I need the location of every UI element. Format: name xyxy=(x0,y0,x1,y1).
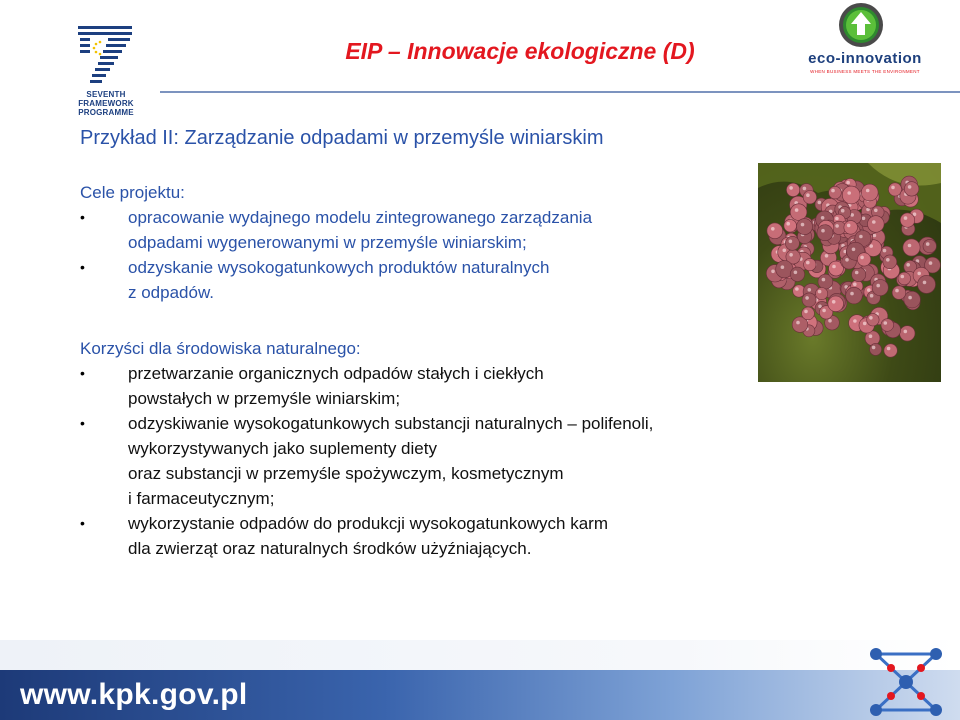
grape-berry xyxy=(828,296,844,312)
grape-highlight xyxy=(841,209,845,213)
grape-highlight xyxy=(869,244,873,248)
grape-highlight xyxy=(803,187,807,191)
grape-highlight xyxy=(795,208,799,212)
grape-highlight xyxy=(852,248,856,252)
grape-highlight xyxy=(786,222,790,226)
grape-highlight xyxy=(832,300,836,304)
eco-innovation-icon xyxy=(838,2,884,48)
grape-highlight xyxy=(805,296,809,300)
footer-top-band xyxy=(0,640,960,670)
grape-highlight xyxy=(906,263,910,267)
grape-highlight xyxy=(908,185,912,189)
list-item xyxy=(80,511,653,561)
grape-highlight xyxy=(835,224,839,228)
grape-berry xyxy=(870,343,882,355)
grape-berry xyxy=(857,253,870,266)
grape-berry xyxy=(790,267,804,281)
grape-highlight xyxy=(853,319,857,323)
grape-berry xyxy=(852,267,866,281)
grape-berry xyxy=(898,272,911,285)
grape-highlight xyxy=(806,193,810,197)
grape-highlight xyxy=(867,288,871,292)
grape-highlight xyxy=(862,217,866,221)
grape-berry xyxy=(888,183,901,196)
footer-url-link[interactable]: www.kpk.gov.pl xyxy=(20,678,248,711)
grape-highlight xyxy=(869,316,873,320)
grape-berry xyxy=(784,219,797,232)
fp7-logo xyxy=(58,20,154,117)
header-divider xyxy=(160,91,960,93)
grape-highlight xyxy=(895,289,899,293)
grape-highlight xyxy=(781,265,785,269)
project-goals-list xyxy=(80,205,592,305)
grape-highlight xyxy=(825,254,829,258)
eco-innovation-name: eco-innovation xyxy=(808,50,922,67)
list-item-line: wykorzystywanych jako suplementy diety xyxy=(128,439,437,458)
grape-highlight xyxy=(795,287,799,291)
environmental-benefits-list xyxy=(80,361,653,561)
list-item-line: z odpadów. xyxy=(128,283,215,302)
grape-highlight xyxy=(887,347,891,351)
grape-highlight xyxy=(869,334,873,338)
eco-innovation-tagline: WHEN BUSINESS MEETS THE ENVIRONMENT xyxy=(810,69,920,74)
fp7-line2: PROGRAMME xyxy=(78,108,134,117)
page-title: EIP – Innowacje ekologiczne (D) xyxy=(345,38,695,64)
grape-highlight xyxy=(808,288,812,292)
grape-berry xyxy=(892,286,906,300)
grape-highlight xyxy=(794,271,798,275)
grape-highlight xyxy=(863,322,867,326)
grape-berry xyxy=(861,184,878,201)
grape-berry xyxy=(867,314,879,326)
grape-berry xyxy=(785,236,799,250)
project-goals-section xyxy=(80,180,592,305)
list-item-line: • opracowanie wydajnego modelu zintegrowanego zarządzania xyxy=(128,208,593,227)
grape-berry xyxy=(903,239,920,256)
grape-highlight xyxy=(804,310,808,314)
grape-highlight xyxy=(771,270,775,274)
grape-highlight xyxy=(883,249,887,253)
grape-highlight xyxy=(904,330,908,334)
grape-highlight xyxy=(874,209,878,213)
fp7-logo-text xyxy=(58,90,154,117)
grape-highlight xyxy=(872,346,876,350)
fp7-logo-icon xyxy=(70,20,142,88)
list-item-line: odpadami wygenerowanymi w przemyśle winiarskim; xyxy=(128,233,527,252)
grape-highlight xyxy=(866,189,870,193)
eco-innovation-logo xyxy=(790,2,940,84)
list-item xyxy=(80,255,592,305)
grapes-photo xyxy=(758,163,941,382)
grape-berry xyxy=(803,191,816,204)
grape-highlight xyxy=(835,217,839,221)
list-item xyxy=(80,361,653,411)
grape-highlight xyxy=(884,321,888,325)
grape-highlight xyxy=(923,281,927,285)
grape-berry xyxy=(767,223,783,239)
grape-highlight xyxy=(929,261,933,265)
grape-highlight xyxy=(801,223,805,227)
grape-berry xyxy=(918,275,936,293)
list-item-line: dla zwierząt oraz naturalnych środków użyźniających. xyxy=(128,539,532,558)
grape-highlight xyxy=(789,186,793,190)
grape-berry xyxy=(900,213,914,227)
environmental-benefits-heading: Korzyści dla środowiska naturalnego: xyxy=(80,339,361,358)
list-item-line: i farmaceutycznym; xyxy=(128,489,275,508)
grape-berry xyxy=(904,291,921,308)
grape-highlight xyxy=(847,224,851,228)
grape-highlight xyxy=(789,240,793,244)
grape-berry xyxy=(802,307,815,320)
grape-highlight xyxy=(818,290,822,294)
grape-berry xyxy=(881,319,894,332)
grape-highlight xyxy=(771,227,775,231)
list-item-line: oraz substancji w przemyśle spożywczym, kosmetycznym xyxy=(128,464,564,483)
list-item-line: powstałych w przemyśle winiarskim; xyxy=(128,389,401,408)
grape-berry xyxy=(790,204,807,221)
grape-highlight xyxy=(870,294,874,298)
list-item xyxy=(80,205,592,255)
project-goals-heading: Cele projektu: xyxy=(80,183,185,202)
grape-highlight xyxy=(917,272,921,276)
grape-berry xyxy=(904,182,918,196)
grape-highlight xyxy=(789,253,793,257)
grape-highlight xyxy=(831,189,835,193)
grape-berry xyxy=(786,183,799,196)
grape-highlight xyxy=(904,216,908,220)
grape-berry xyxy=(846,287,863,304)
grape-highlight xyxy=(845,258,849,262)
grape-highlight xyxy=(822,309,826,313)
grapes-illustration xyxy=(758,163,941,382)
grape-berry xyxy=(816,288,828,300)
grape-berry xyxy=(868,216,885,233)
environmental-benefits-section xyxy=(80,336,653,561)
grape-highlight xyxy=(872,220,876,224)
grape-highlight xyxy=(846,181,850,185)
grape-highlight xyxy=(901,275,905,279)
grape-berry xyxy=(900,326,915,341)
grape-highlight xyxy=(847,191,851,195)
list-item-line: • wykorzystanie odpadów do produkcji wysokogatunkowych karm xyxy=(128,514,609,533)
grape-highlight xyxy=(860,256,864,260)
grape-berry xyxy=(797,219,813,235)
grape-highlight xyxy=(822,278,826,282)
grape-berry xyxy=(872,280,888,296)
grape-highlight xyxy=(891,186,895,190)
grape-highlight xyxy=(821,229,825,233)
list-item-line: • odzyskiwanie wysokogatunkowych substancji naturalnych – polifenoli, xyxy=(128,414,654,433)
grape-highlight xyxy=(818,201,822,205)
grape-highlight xyxy=(859,235,863,239)
slide-subtitle: Przykład II: Zarządzanie odpadami w przemyśle winiarskim xyxy=(80,127,604,149)
grape-highlight xyxy=(783,249,787,253)
fp7-line1: SEVENTH FRAMEWORK xyxy=(78,90,134,108)
list-item xyxy=(80,411,653,511)
grape-highlight xyxy=(855,271,859,275)
molecule-logo-icon xyxy=(856,644,956,720)
grape-berry xyxy=(817,225,833,241)
grape-highlight xyxy=(832,265,836,269)
list-item-line: • odzyskanie wysokogatunkowych produktów naturalnych xyxy=(128,258,550,277)
grape-highlight xyxy=(821,216,825,220)
grape-highlight xyxy=(908,244,912,248)
grape-highlight xyxy=(806,261,810,265)
list-item-line: • przetwarzanie organicznych odpadów stałych i ciekłych xyxy=(128,364,544,383)
grape-berry xyxy=(923,239,936,252)
grape-berry xyxy=(842,186,860,204)
grape-berry xyxy=(884,344,897,357)
grape-highlight xyxy=(850,292,854,296)
grape-berry xyxy=(883,255,897,269)
grape-berry xyxy=(802,293,816,307)
grape-highlight xyxy=(876,284,880,288)
grape-berry xyxy=(804,258,816,270)
grape-berry xyxy=(844,221,858,235)
grape-berry xyxy=(829,186,842,199)
grape-highlight xyxy=(886,258,890,262)
grape-highlight xyxy=(796,321,800,325)
grape-highlight xyxy=(873,234,877,238)
grape-highlight xyxy=(853,283,857,287)
grape-highlight xyxy=(828,319,832,323)
grape-highlight xyxy=(926,242,930,246)
grape-highlight xyxy=(908,296,912,300)
